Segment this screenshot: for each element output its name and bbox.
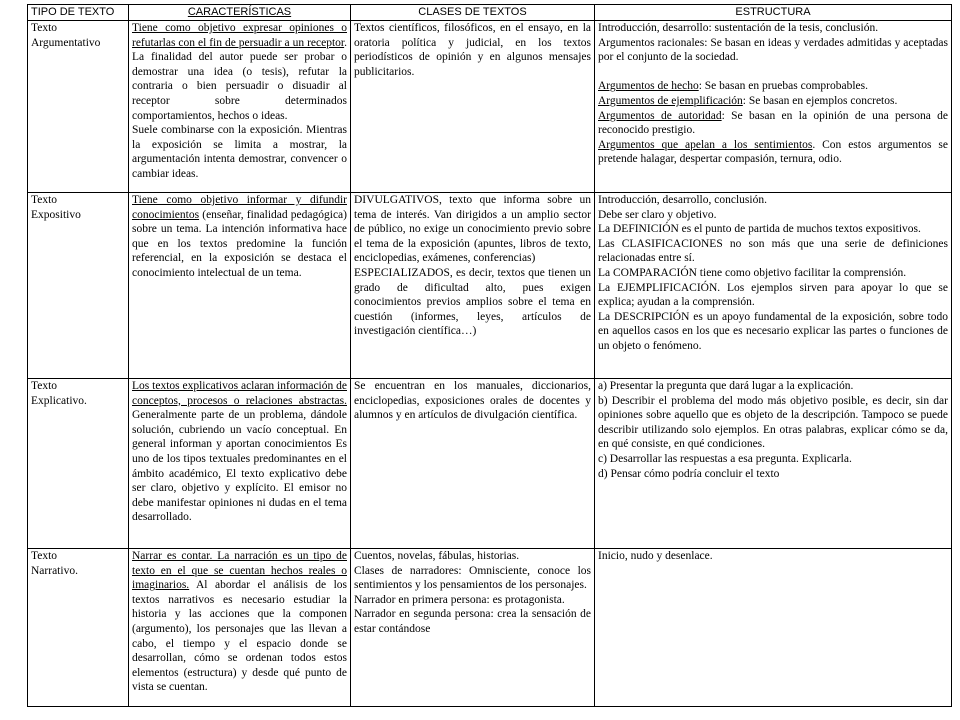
estructura-line: Introducción, desarrollo, conclusión. bbox=[598, 194, 767, 206]
text-types-table bbox=[27, 4, 952, 707]
argument-type-label: Argumentos de ejemplificación bbox=[598, 94, 743, 107]
clases-text: Se encuentran en los manuales, diccionarios, enciclopedias, exposiciones orales de docentes y alumnos y en artículos de divulgación científica. bbox=[354, 380, 591, 422]
estructura-line bbox=[598, 94, 948, 109]
table-row-explicativo bbox=[28, 379, 952, 549]
estructura-line: La DESCRIPCIÓN es un apoyo fundamental de la exposición, sobre todo en aquellos casos en los que es necesario explicar las partes o funciones de un objeto o fenómeno. bbox=[598, 310, 948, 352]
tipo-label-line1: Texto bbox=[31, 194, 58, 206]
estructura-line: La EJEMPLIFICACIÓN. Los ejemplos sirven para apoyar lo que se explica; ayudan a la comprensión. bbox=[598, 281, 948, 309]
clases-line: Narrador en primera persona: es protagonista. bbox=[354, 593, 565, 606]
clases-text: DIVULGATIVOS, texto que informa sobre un tema de interés. Van dirigidos a un amplio sector de público, no exige un conocimiento previo sobre el tema de la exposición (apuntes, libros de texto, enciclopedias, exámenes, conferencias) bbox=[354, 194, 591, 265]
caracteristicas-text bbox=[132, 21, 347, 123]
clases-text-2: ESPECIALIZADOS, es decir, textos que tienen un grado de dificultad alto, pues exigen conocimientos previos amplios sobre el tema en cuestión (informes, leyes, artículos de investigación científica…) bbox=[354, 266, 591, 338]
table-row-expositivo bbox=[28, 193, 952, 379]
clases-cell bbox=[351, 21, 595, 193]
caracteristicas-text-2: Suele combinarse con la exposición. Mientras la exposición se limita a mostrar, la argumentación intenta demostrar, convencer o cambiar ideas. bbox=[132, 124, 347, 180]
caracteristicas-underlined: Tiene como objetivo informar y difundir conocimientos bbox=[132, 194, 347, 221]
caracteristicas-cell bbox=[129, 379, 351, 549]
argument-type-label: Argumentos de autoridad bbox=[598, 109, 722, 122]
estructura-line bbox=[598, 79, 948, 94]
estructura-line: d) Pensar cómo podría concluir el texto bbox=[598, 467, 780, 480]
tipo-label-line2: Explicativo. bbox=[31, 394, 87, 407]
caracteristicas-text bbox=[132, 193, 347, 281]
caracteristicas-cell bbox=[129, 21, 351, 193]
caracteristicas-rest: Generalmente parte de un problema, dándole solución, cubriendo un vacío conceptual. En general informan y aportan conocimientos Es uno de los tipos textuales predominantes en el ámbito académico, El texto explicativo debe ser claro, objetivo y explícito. El emisor no debe manifestar opiniones ni dudas en el tema desarrollado. bbox=[132, 409, 347, 524]
tipo-label-line2: Expositivo bbox=[31, 208, 81, 221]
argument-type-label: Argumentos que apelan a los sentimientos bbox=[598, 138, 813, 151]
caracteristicas-rest: . La finalidad del autor puede ser probar o demostrar una idea (o tesis), refutar la contraria o bien persuadir o disuadir al receptor sobre determinados comportamientos, hechos o ideas. bbox=[132, 36, 347, 122]
argument-type-desc: : Se basan en la opinión de una persona de reconocido prestigio. bbox=[598, 109, 948, 137]
estructura-line: Las CLASIFICACIONES no son más que una serie de definiciones relacionadas entre sí. bbox=[598, 237, 948, 265]
clases-line: Cuentos, novelas, fábulas, historias. bbox=[354, 550, 520, 562]
estructura-line: c) Desarrollar las respuestas a esa pregunta. Explicarla. bbox=[598, 452, 852, 465]
estructura-line: b) Describir el problema del modo más objetivo posible, es decir, sin dar opiniones sobre aquello que es objeto de la descripción. Tampoco se puede describir utilizando solo ejemplos. En otras palabras, explicar cómo se da, en qué consiste, en qué condiciones. bbox=[598, 394, 948, 451]
caracteristicas-underlined: Tiene como objetivo expresar opiniones o refutarlas con el fin de persuadir a un receptor bbox=[132, 22, 347, 49]
estructura-line bbox=[598, 109, 948, 138]
argument-type-desc: . Con estos argumentos se pretende halagar, despertar compasión, ternura, odio. bbox=[598, 138, 949, 166]
tipo-label-line2: Argumentativo bbox=[31, 36, 101, 49]
clases-line: Narrador en segunda persona: crea la sensación de estar contándose bbox=[354, 608, 591, 635]
clases-cell bbox=[351, 379, 595, 549]
tipo-cell bbox=[28, 193, 129, 379]
tipo-label-line1: Texto bbox=[31, 550, 58, 562]
argument-type-desc: : Se basan en ejemplos concretos. bbox=[742, 94, 898, 107]
tipo-cell bbox=[28, 21, 129, 193]
caracteristicas-text bbox=[132, 549, 347, 695]
header-row bbox=[28, 5, 952, 21]
caracteristicas-cell bbox=[129, 549, 351, 707]
estructura-cell bbox=[595, 21, 952, 193]
estructura-cell bbox=[595, 193, 952, 379]
estructura-line: Debe ser claro y objetivo. bbox=[598, 208, 717, 221]
clases-text: Textos científicos, filosóficos, en el ensayo, en la oratoria política y judicial, en los textos periodísticos de opinión y en algunos mensajes publicitarios. bbox=[354, 22, 591, 78]
estructura-cell bbox=[595, 549, 952, 707]
caracteristicas-cell bbox=[129, 193, 351, 379]
clases-cell bbox=[351, 193, 595, 379]
tipo-label-line1: Texto bbox=[31, 380, 58, 392]
estructura-line: a) Presentar la pregunta que dará lugar a la explicación. bbox=[598, 380, 854, 392]
tipo-label-line2: Narrativo. bbox=[31, 564, 78, 577]
estructura-line: Introducción, desarrollo: sustentación de la tesis, conclusión. bbox=[598, 22, 879, 34]
caracteristicas-rest: (enseñar, finalidad pedagógica) sobre un tema. La intención informativa hace que en los textos predomine la función referencial, en la exposición se destaca el conocimiento intelectual de un tema. bbox=[132, 208, 347, 279]
caracteristicas-rest: Al abordar el análisis de los textos narrativos es necesario estudiar la historia y las acciones que la componen (argumento), los personajes que las llevan a cabo, el tiempo y el espacio donde se desarrollan, cómo se ordenan todos estos elementos (estructura) y desde qué punto de vista se cuentan. bbox=[132, 579, 347, 694]
clases-cell bbox=[351, 549, 595, 707]
caracteristicas-underlined: Narrar es contar. La narración es un tipo de texto en el que se cuentan hechos reales o imaginarios. bbox=[132, 550, 347, 592]
estructura-line bbox=[598, 138, 948, 167]
tipo-cell bbox=[28, 549, 129, 707]
header-tipo: TIPO DE TEXTO bbox=[28, 5, 129, 21]
argument-type-desc: : Se basan en pruebas comprobables. bbox=[698, 80, 868, 93]
header-caracteristicas: CARACTERÍSTICAS bbox=[129, 5, 351, 21]
clases-line: Clases de narradores: Omnisciente, conoce los sentimientos y los pensamientos de los personajes. bbox=[354, 564, 591, 592]
caracteristicas-underlined: Los textos explicativos aclaran información de conceptos, procesos o relaciones abstractas. bbox=[132, 380, 347, 407]
tipo-label-line1: Texto bbox=[31, 22, 58, 34]
table-row-argumentativo bbox=[28, 21, 952, 193]
estructura-line: Inicio, nudo y desenlace. bbox=[598, 550, 713, 562]
estructura-line: Argumentos racionales: Se basan en ideas y verdades admitidas y aceptadas por el conjunto de la sociedad. bbox=[598, 36, 948, 64]
table-row-narrativo bbox=[28, 549, 952, 707]
header-clases: CLASES DE TEXTOS bbox=[351, 5, 595, 21]
estructura-line: La COMPARACIÓN tiene como objetivo facilitar la comprensión. bbox=[598, 266, 907, 279]
argument-type-label: Argumentos de hecho bbox=[598, 80, 699, 93]
estructura-cell bbox=[595, 379, 952, 549]
tipo-cell bbox=[28, 379, 129, 549]
caracteristicas-text bbox=[132, 379, 347, 525]
header-estructura: ESTRUCTURA bbox=[595, 5, 952, 21]
estructura-line: La DEFINICIÓN es el punto de partida de muchos textos expositivos. bbox=[598, 223, 921, 236]
